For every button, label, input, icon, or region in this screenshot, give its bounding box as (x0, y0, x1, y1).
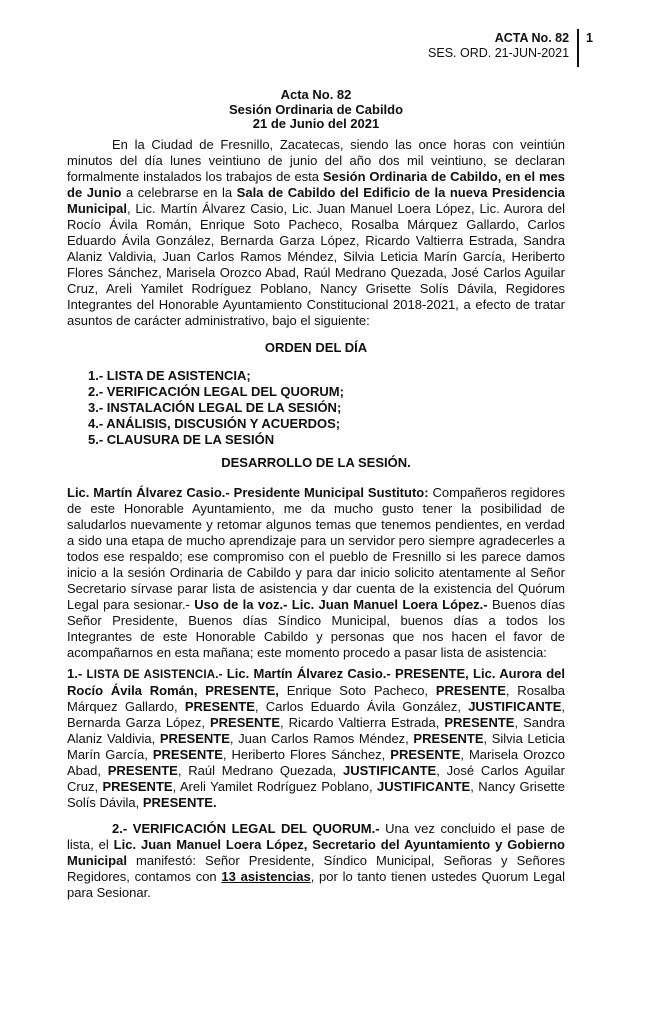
header-divider (577, 29, 579, 67)
orden-item-3: 3.- INSTALACIÓN LEGAL DE LA SESIÓN; (88, 399, 342, 415)
orden-del-dia-list (88, 368, 565, 449)
header-refs (428, 31, 569, 60)
desarrollo-heading: DESARROLLO DE LA SESIÓN. (221, 454, 411, 470)
verificacion-quorum-paragraph: 2.- VERIFICACIÓN LEGAL DEL QUORUM.- Una vez concluido el pase de lista, el Lic. Juan Manuel Loera López, Secretario del Ayuntamiento y Gobierno Municipal manifestó: Señor Presidente, Síndico Municipal, Señoras y Señores Regidores, contamos con 13 asistencias, por lo tanto tienen ustedes Quorum Legal para Sesionar. (67, 820, 565, 900)
page-header (428, 31, 593, 67)
orden-item-1: 1.- LISTA DE ASISTENCIA; (88, 367, 251, 383)
title-line-acta: Acta No. 82 (280, 87, 352, 102)
lista-asistencia-paragraph: 1.- LISTA DE ASISTENCIA.- Lic. Martín Álvarez Casio.- PRESENTE, Lic. Aurora del Rocío Ávila Román, PRESENTE, Enrique Soto Pacheco, PRESENTE, Rosalba Márquez Gallardo, PRESENTE, Carlos Eduardo Ávila González, JUSTIFICANTE, Bernarda Garza López, PRESENTE, Ricardo Valtierra Estrada, PRESENTE, Sandra Alaniz Valdivia, PRESENTE, Juan Carlos Ramos Méndez, PRESENTE, Silvia Leticia Marín García, PRESENTE, Heriberto Flores Sánchez, PRESENTE, Marisela Orozco Abad, PRESENTE, Raúl Medrano Quezada, JUSTIFICANTE, José Carlos Aguilar Cruz, PRESENTE, Areli Yamilet Rodríguez Poblano, JUSTIFICANTE, Nancy Grisette Solís Dávila, PRESENTE. (67, 665, 566, 810)
page-number: 1 (586, 31, 593, 45)
orden-item-2: 2.- VERIFICACIÓN LEGAL DEL QUORUM; (88, 383, 344, 399)
title-line-session: Sesión Ordinaria de Cabildo (228, 101, 404, 117)
orden-del-dia-heading: ORDEN DEL DÍA (264, 339, 368, 355)
session-ref: SES. ORD. 21-JUN-2021 (428, 45, 570, 60)
title-line-date: 21 de Junio del 2021 (252, 116, 380, 131)
document-title (67, 88, 565, 132)
orden-item-4: 4.- ANÁLISIS, DISCUSIÓN Y ACUERDOS; (88, 416, 341, 432)
orden-item-5: 5.- CLAUSURA DE LA SESIÓN (88, 432, 275, 448)
acta-ref: ACTA No. 82 (494, 31, 570, 45)
presidente-speech-paragraph: Lic. Martín Álvarez Casio.- Presidente Municipal Sustituto: Compañeros regidores de este Honorable Ayuntamiento, me da mucho gusto tener la posibilidad de saludarlos nuevamente y retomar algunos temas que tenemos pendientes, en verdad a sido una etapa de mucho aprendizaje para un servidor pero siempre agradecerles a todos ese respaldo; ese compromiso con el pueblo de Fresnillo si les parece damos inicio a la sesión Ordinaria de Cabildo y para dar inicio solicito atentamente al Señor Secretario sírvase parar lista de asistencia y dar cuenta de la existencia del Quórum Legal para sesionar.- Uso de la voz.- Lic. Juan Manuel Loera López.- Buenos días Señor Presidente, Buenos días Síndico Municipal, buenos días a todos los Integrantes de este Honorable Cabildo y personas que nos hacen el favor de acompañarnos en esta mañana; este momento procedo a pasar lista de asistencia: (67, 484, 566, 660)
opening-paragraph: En la Ciudad de Fresnillo, Zacatecas, siendo las once horas con veintiún minutos del día lunes veintiuno de junio del año dos mil veintiuno, se declaran formalmente instalados los trabajos de esta Sesión Ordinaria de Cabildo, en el mes de Junio a celebrarse en la Sala de Cabildo del Edificio de la nueva Presidencia Municipal, Lic. Martín Álvarez Casio, Lic. Juan Manuel Loera López, Lic. Aurora del Rocío Ávila Román, Enrique Soto Pacheco, Rosalba Márquez Gallardo, Carlos Eduardo Ávila González, Bernarda Garza López, Ricardo Valtierra Estrada, Sandra Alaniz Valdivia, Juan Carlos Ramos Méndez, Silvia Leticia Marín García, Heriberto Flores Sánchez, Marisela Orozco Abad, Raúl Medrano Quezada, José Carlos Aguilar Cruz, Areli Yamilet Rodríguez Poblano, Nancy Grisette Solís Dávila, Regidores Integrantes del Honorable Ayuntamiento Constitucional 2018-2021, a efecto de tratar asuntos de carácter administrativo, bajo el siguiente: (67, 136, 565, 328)
